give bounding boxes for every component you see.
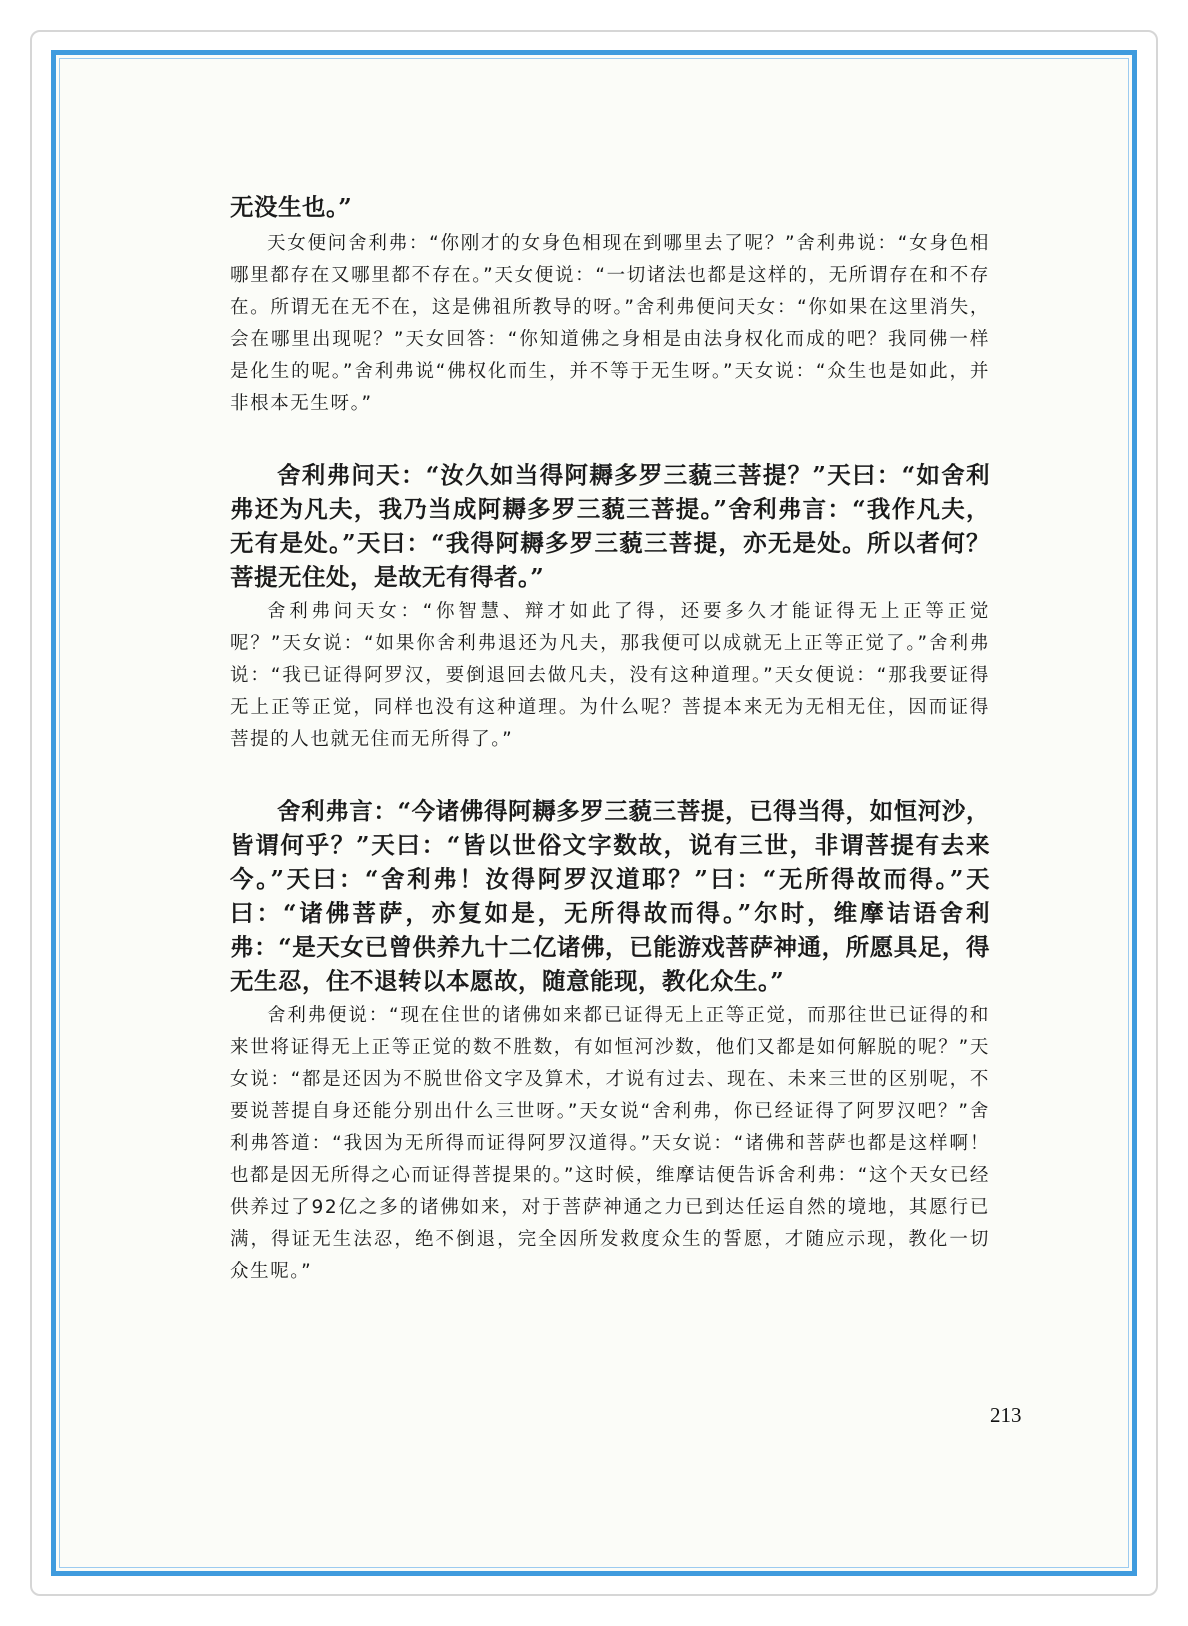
translation-block-1: 天女便问舍利弗：“你刚才的女身色相现在到哪里去了呢？”舍利弗说：“女身色相哪里都存在又哪里都不存在。”天女便说：“一切诸法也都是这样的，无所谓存在和不存在。所谓无在无不在，这是佛祖所教导的呀。”舍利弗便问天女：“你如果在这里消失，会在哪里出现呢？”天女回答：“你知道佛之身相是由法身权化而成的吧？我同佛一样是化生的呢。”舍利弗说“佛权化而生，并不等于无生呀。”天女说：“众生也是如此，并非根本无生呀。” [230, 233, 990, 414]
original-text-block-1: 无没生也。” [230, 193, 353, 221]
page-content [230, 190, 990, 1288]
original-text-block-3: 舍利弗言：“今诸佛得阿耨多罗三藐三菩提，已得当得，如恒河沙，皆谓何乎？”天曰：“皆以世俗文字数故，说有三世，非谓菩提有去来今。”天曰：“舍利弗！汝得阿罗汉道耶？”曰：“无所得故而得。”天曰：“诸佛菩萨，亦复如是，无所得故而得。”尔时，维摩诘语舍利弗：“是天女已曾供养九十二亿诸佛，已能游戏菩萨神通，所愿具足，得无生忍，住不退转以本愿故，随意能现，教化众生。” [230, 797, 990, 995]
section-gap [230, 420, 990, 458]
page-number: 213 [990, 1403, 1022, 1427]
translation-block-3: 舍利弗便说：“现在住世的诸佛如来都已证得无上正等正觉，而那往世已证得的和来世将证得无上正等正觉的数不胜数，有如恒河沙数，他们又都是如何解脱的呢？”天女说：“都是还因为不脱世俗文字及算术，才说有过去、现在、未来三世的区别呢，不要说菩提自身还能分别出什么三世呀。”天女说“舍利弗，你已经证得了阿罗汉吧？”舍利弗答道：“我因为无所得而证得阿罗汉道得。”天女说：“诸佛和菩萨也都是这样啊！也都是因无所得之心而证得菩提果的。”这时候，维摩诘便告诉舍利弗：“这个天女已经供养过了92亿之多的诸佛如来，对于菩萨神通之力已到达任运自然的境地，其愿行已满，得证无生法忍，绝不倒退，完全因所发救度众生的誓愿，才随应示现，教化一切众生呢。” [230, 1005, 990, 1282]
translation-block-2: 舍利弗问天女：“你智慧、辩才如此了得，还要多久才能证得无上正等正觉呢？”天女说：“如果你舍利弗退还为凡夫，那我便可以成就无上正等正觉了。”舍利弗说：“我已证得阿罗汉，要倒退回去做凡夫，没有这种道理。”天女便说：“那我要证得无上正等正觉，同样也没有这种道理。为什么呢？菩提本来无为无相无住，因而证得菩提的人也就无住而无所得了。” [230, 601, 990, 750]
original-text-block-2: 舍利弗问天：“汝久如当得阿耨多罗三藐三菩提？”天曰：“如舍利弗还为凡夫，我乃当成阿耨多罗三藐三菩提。”舍利弗言：“我作凡夫，无有是处。”天曰：“我得阿耨多罗三藐三菩提，亦无是处。所以者何？菩提无住处，是故无有得者。” [230, 461, 990, 591]
section-gap [230, 756, 990, 794]
